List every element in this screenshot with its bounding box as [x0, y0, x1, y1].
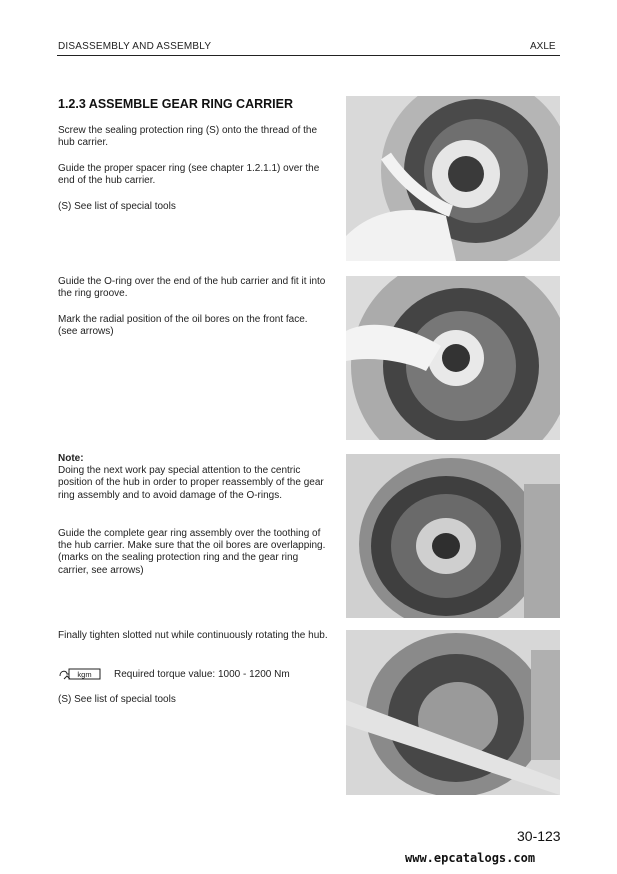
note-label: Note:: [58, 453, 84, 464]
step4-paragraph-3: (S) See list of special tools: [58, 694, 176, 705]
step4-paragraph-1: Finally tighten slotted nut while continuously rotating the hub.: [58, 630, 328, 641]
step1-paragraph-1: Screw the sealing protection ring (S) onto the thread of the hub carrier.: [58, 125, 318, 149]
torque-row: [58, 667, 290, 681]
step2-paragraph-1: Guide the O-ring over the end of the hub carrier and fit it into the ring groove.: [58, 276, 326, 300]
note-block: [58, 453, 328, 502]
torque-icon-label: kgm: [77, 670, 92, 679]
page-number: 30-123: [517, 828, 561, 844]
torque-wrench-icon: [58, 667, 102, 681]
note-text: Doing the next work pay special attention to the centric position of the hub in order to proper reassembly of the gear ring assembly and to avoid damage of the O-rings.: [58, 465, 324, 501]
step3-paragraph-2: Guide the complete gear ring assembly over the toothing of the hub carrier. Make sure that the oil bores are overlapping. (marks on the sealing protection ring and the gear ring carrier, see arrows): [58, 528, 326, 576]
step1-paragraph-2: Guide the proper spacer ring (see chapter 1.2.1.1) over the end of the hub carrier.: [58, 163, 320, 187]
photo-o-ring-fitting: [346, 276, 560, 440]
header-section-title: DISASSEMBLY AND ASSEMBLY: [58, 41, 212, 52]
header-divider: [57, 55, 560, 56]
header-chapter-title: AXLE: [530, 41, 556, 52]
watermark-url: www.epcatalogs.com: [405, 851, 536, 865]
photo-hub-carrier-spacer-ring: [346, 96, 560, 261]
photo-slotted-nut-tightening: [346, 630, 560, 795]
step1-paragraph-3: (S) See list of special tools: [58, 201, 176, 212]
torque-value-text: Required torque value: 1000 - 1200 Nm: [114, 668, 290, 680]
photo-gear-ring-assembly: [346, 454, 560, 618]
section-heading: 1.2.3 ASSEMBLE GEAR RING CARRIER: [58, 97, 293, 111]
step2-paragraph-2: Mark the radial position of the oil bores on the front face. (see arrows): [58, 314, 308, 338]
